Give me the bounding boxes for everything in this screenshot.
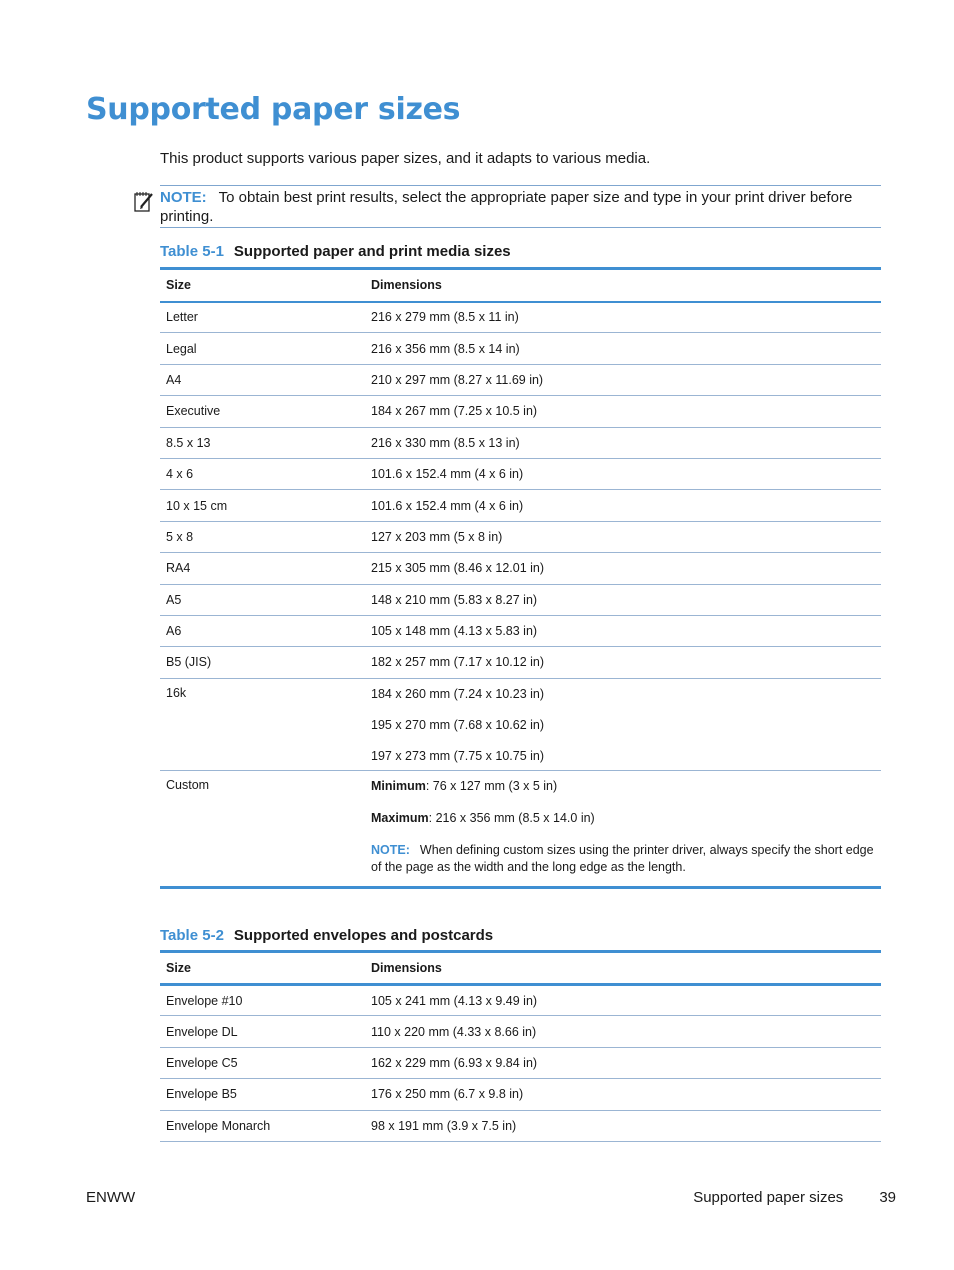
table2-title: Supported envelopes and postcards bbox=[233, 927, 494, 944]
table-row bbox=[160, 1110, 881, 1141]
header-dimensions: Dimensions bbox=[371, 278, 442, 293]
header-size: Size bbox=[166, 961, 192, 975]
custom-note bbox=[371, 842, 875, 886]
footer-enww: ENWW bbox=[86, 1189, 136, 1206]
table-row bbox=[160, 678, 881, 771]
cell-dimensions: 182 x 257 mm (7.17 x 10.12 in) bbox=[371, 655, 545, 670]
maximum-label: Maximum bbox=[371, 811, 429, 826]
footer-section: Supported paper sizes bbox=[693, 1189, 844, 1206]
page-title: Supported paper sizes bbox=[86, 92, 461, 127]
header-size: Size bbox=[166, 278, 192, 293]
page-number: 39 bbox=[879, 1189, 896, 1206]
table-row bbox=[160, 647, 881, 678]
cell-dimensions bbox=[365, 678, 881, 771]
custom-note-label: NOTE: bbox=[371, 843, 410, 858]
note-body: To obtain best print results, select the appropriate paper size and type in your print driver before printing. bbox=[160, 189, 853, 225]
cell-size: 4 x 6 bbox=[166, 467, 194, 482]
cell-dimensions: 184 x 267 mm (7.25 x 10.5 in) bbox=[371, 404, 538, 419]
footer-right bbox=[693, 1189, 896, 1206]
table-row bbox=[160, 302, 881, 333]
table-row bbox=[160, 1079, 881, 1110]
table2-number: Table 5-2 bbox=[160, 927, 224, 944]
cell-size: Envelope B5 bbox=[166, 1087, 237, 1102]
cell-size: 16k bbox=[166, 685, 187, 700]
cell-size: 8.5 x 13 bbox=[166, 435, 211, 450]
table-row bbox=[160, 553, 881, 584]
table1-number: Table 5-1 bbox=[160, 243, 224, 260]
table-row bbox=[160, 521, 881, 552]
cell-dimensions: 216 x 279 mm (8.5 x 11 in) bbox=[371, 310, 519, 325]
custom-note-text: When defining custom sizes using the printer driver, always specify the short edge of the page as the width and the long edge as the length. bbox=[371, 843, 874, 875]
cell-dimensions: 105 x 241 mm (4.13 x 9.49 in) bbox=[371, 993, 538, 1008]
cell-dimensions: 127 x 203 mm (5 x 8 in) bbox=[371, 529, 503, 544]
table1-caption bbox=[160, 243, 511, 260]
cell-size: A6 bbox=[166, 624, 182, 639]
paper-sizes-table bbox=[160, 267, 881, 889]
table-row bbox=[160, 364, 881, 395]
note-text bbox=[160, 188, 881, 226]
intro-paragraph: This product supports various paper sizes, and it adapts to various media. bbox=[160, 150, 651, 167]
table2-caption bbox=[160, 927, 493, 944]
table-row bbox=[160, 427, 881, 458]
table1-title: Supported paper and print media sizes bbox=[233, 243, 511, 260]
custom-maximum bbox=[371, 810, 875, 842]
envelopes-table bbox=[160, 950, 881, 1142]
table-header-row bbox=[160, 269, 881, 302]
cell-size: RA4 bbox=[166, 561, 191, 576]
cell-size: Envelope Monarch bbox=[166, 1118, 271, 1133]
cell-dimensions: 215 x 305 mm (8.46 x 12.01 in) bbox=[371, 561, 545, 576]
maximum-value: : 216 x 356 mm (8.5 x 14.0 in) bbox=[428, 811, 595, 826]
note-label: NOTE: bbox=[160, 189, 207, 206]
custom-minimum bbox=[371, 778, 875, 810]
cell-size: B5 (JIS) bbox=[166, 655, 212, 670]
cell-dimensions: 105 x 148 mm (4.13 x 5.83 in) bbox=[371, 624, 538, 639]
cell-size: Custom bbox=[166, 778, 210, 793]
cell-size: 10 x 15 cm bbox=[166, 498, 228, 513]
cell-size: Envelope DL bbox=[166, 1024, 238, 1039]
note-box bbox=[160, 185, 881, 228]
cell-dimensions: 216 x 356 mm (8.5 x 14 in) bbox=[371, 341, 520, 356]
cell-size: Letter bbox=[166, 310, 198, 325]
cell-size: A4 bbox=[166, 372, 182, 387]
dimension-line: 197 x 273 mm (7.75 x 10.75 in) bbox=[371, 749, 545, 764]
cell-dimensions: 101.6 x 152.4 mm (4 x 6 in) bbox=[371, 498, 524, 513]
table-row bbox=[160, 458, 881, 489]
dimension-line: 195 x 270 mm (7.68 x 10.62 in) bbox=[371, 718, 545, 733]
table-row bbox=[160, 985, 881, 1016]
cell-dimensions: 216 x 330 mm (8.5 x 13 in) bbox=[371, 435, 520, 450]
cell-dimensions: 101.6 x 152.4 mm (4 x 6 in) bbox=[371, 467, 524, 482]
cell-dimensions: 110 x 220 mm (4.33 x 8.66 in) bbox=[371, 1024, 537, 1039]
table-row bbox=[160, 490, 881, 521]
table-row bbox=[160, 1016, 881, 1047]
cell-size: Legal bbox=[166, 341, 197, 356]
table-header-row bbox=[160, 952, 881, 985]
cell-size: Envelope #10 bbox=[166, 993, 243, 1008]
minimum-label: Minimum bbox=[371, 779, 426, 794]
cell-dimensions: 162 x 229 mm (6.93 x 9.84 in) bbox=[371, 1055, 538, 1070]
dimension-line: 184 x 260 mm (7.24 x 10.23 in) bbox=[371, 686, 545, 701]
table-row bbox=[160, 584, 881, 615]
table-row-custom bbox=[160, 771, 881, 888]
cell-dimensions: 176 x 250 mm (6.7 x 9.8 in) bbox=[371, 1087, 524, 1102]
cell-size: Executive bbox=[166, 404, 221, 419]
cell-dimensions bbox=[365, 771, 881, 888]
cell-dimensions: 98 x 191 mm (3.9 x 7.5 in) bbox=[371, 1118, 517, 1133]
cell-size: Envelope C5 bbox=[166, 1055, 238, 1070]
cell-dimensions: 210 x 297 mm (8.27 x 11.69 in) bbox=[371, 372, 544, 387]
table-row bbox=[160, 1047, 881, 1078]
cell-dimensions: 148 x 210 mm (5.83 x 8.27 in) bbox=[371, 592, 538, 607]
header-dimensions: Dimensions bbox=[371, 961, 442, 975]
table-row bbox=[160, 615, 881, 646]
cell-size: 5 x 8 bbox=[166, 529, 194, 544]
table-row bbox=[160, 396, 881, 427]
cell-size: A5 bbox=[166, 592, 182, 607]
table-row bbox=[160, 333, 881, 364]
note-pencil-icon bbox=[133, 189, 155, 213]
minimum-value: : 76 x 127 mm (3 x 5 in) bbox=[425, 779, 558, 794]
